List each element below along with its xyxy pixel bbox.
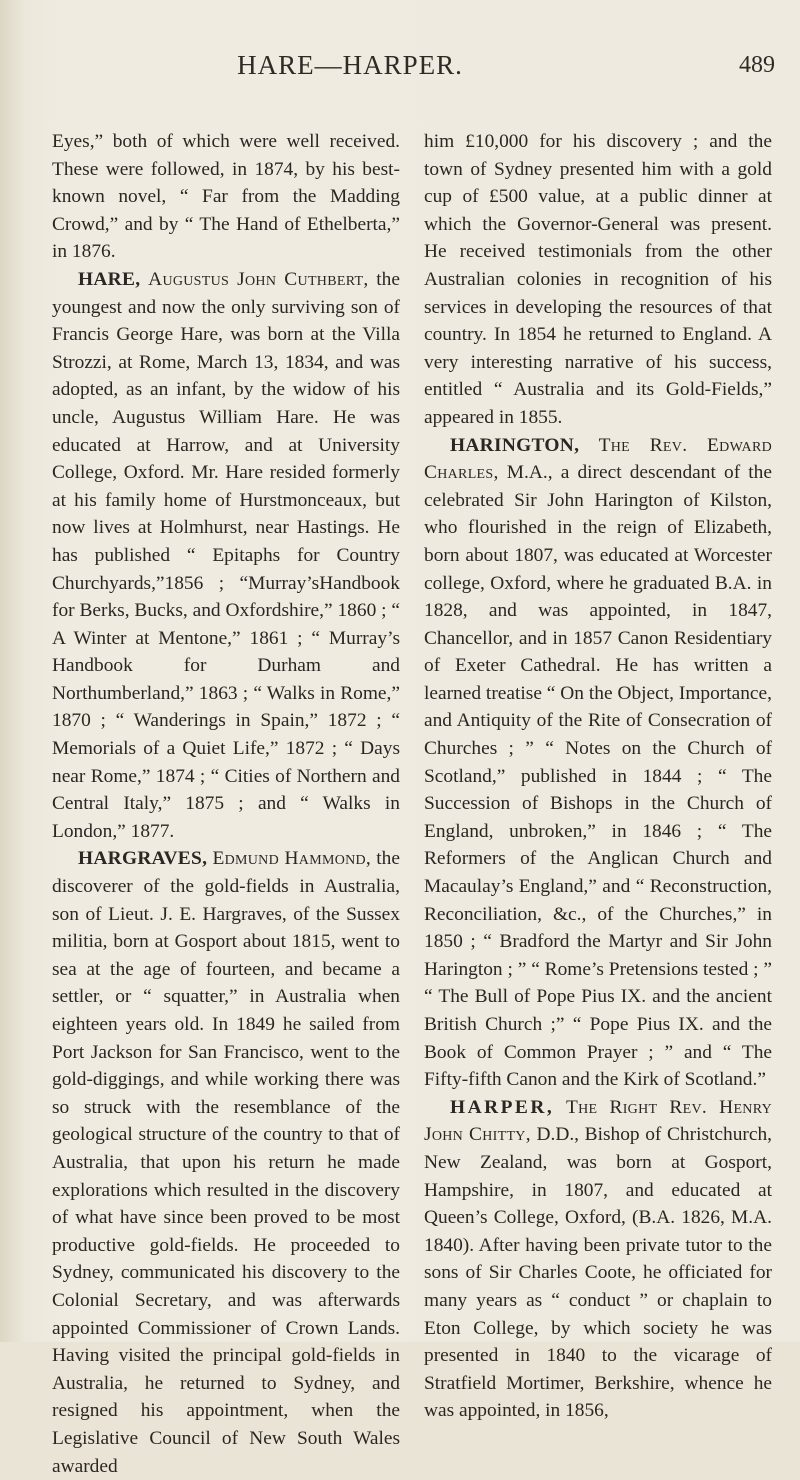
entry-hare [52,266,400,845]
running-head [40,50,800,90]
entry-text: M.A., a direct descendant of the celebrated Sir John Harington of Kilston, who flourished in the reign of Elizabeth, born about 1807, was educated at Worcester college, Oxford, where he graduated B.A. in 1828, and was appointed, in 1847, Chancellor, and in 1857 Canon Residentiary of Exeter Cathedral. He has written a learned treatise “ On the Object, Importance, and Antiquity of the Rite of Consecration of Churches ; ” “ Notes on the Church of Scotland,” published in 1844 ; “ The Succession of Bishops in the Church of England, unbroken,” in 1846 ; “ The Reformers of the Anglican Church and Macaulay’s England,” and “ Reconstruction, Reconciliation, &c., of the Churches,” in 1850 ; “ Bradford the Martyr and Sir John Harington ; ” “ Rome’s Pretensions tested ; ” “ The Bull of Pope Pius IX. and the ancient British Church ;” “ Pope Pius IX. and the Book of Common Prayer ; ” and “ The Fifty-fifth Canon and the Kirk of Scotland.” [424,462,772,1091]
entry-given-names: The Right Rev. Henry John Chitty, [424,1096,772,1146]
left-column [52,128,400,1480]
page-title: HARE—HARPER. [237,50,463,80]
paragraph-continuation: Eyes,” both of which were well received. These were followed, in 1874, by his best-known novel, “ Far from the Madding Crowd,” and by “ The Hand of Ethelberta,” in 1876. [52,131,400,263]
entry-headword: HARGRAVES, [78,848,208,870]
entry-headword: HARINGTON, [450,434,580,456]
entry-hargraves [52,845,400,1480]
entry-headword: HARE, [78,268,141,290]
entry-given-names: Augustus John Cuthbert, [148,268,369,290]
entry-given-names: Edmund Hammond, [212,848,372,870]
right-column [424,128,772,1480]
text-columns [52,128,774,1480]
entry-harper [424,1094,772,1425]
paragraph-continuation: him £10,000 for his discovery ; and the town of Sydney presented him with a gold cup of £500 value, at a public dinner at which the Governor-General was present. He received testimonials from the other Australian colonies in recognition of his services in developing the resources of that country. In 1854 he returned to England. A very interesting narrative of his success, entitled “ Australia and its Gold-Fields,” appeared in 1855. [424,131,772,428]
entry-given-names: The Rev. Edward Charles, [424,434,772,484]
entry-headword: HARPER, [450,1096,555,1118]
entry-text: D.D., Bishop of Christchurch, New Zealand, was born at Gosport, Hampshire, in 1807, and educated at Queen’s College, Oxford, (B.A. 1826, M.A. 1840). After having been private tutor to the sons of Sir Charles Coote, he officiated for many years as “ conduct ” or chaplain to Eton College, by which society he was presented in 1840 to the vicarage of Stratfield Mortimer, Berkshire, whence he was appointed, in 1856, [424,1124,772,1422]
entry-harington [424,432,772,1094]
entry-text: the discoverer of the gold-fields in Australia, son of Lieut. J. E. Hargraves, of the Sussex militia, born at Gosport about 1815, went to sea at the age of fourteen, and became a settler, or “ squatter,” in Australia when eighteen years old. In 1849 he sailed from Port Jackson for San Francisco, went to the gold-diggings, and while working there was so struck with the resemblance of the geological structure of the country to that of Australia, that upon his return he made explorations which resulted in the discovery of what have since been proved to be most productive gold-fields. He proceeded to Sydney, communicated his discovery to the Colonial Secretary, and was afterwards appointed Commissioner of Crown Lands. Having visited the principal gold-fields in Australia, he returned to Sydney, and resigned his appointment, when the Legislative Council of New South Wales awarded [52,848,400,1477]
entry-text: the youngest and now the only surviving son of Francis George Hare, was born at the Villa Strozzi, at Rome, March 13, 1834, and was adopted, as an infant, by the widow of his uncle, Augustus William Hare. He was educated at Harrow, and at University College, Oxford. Mr. Hare resided formerly at his family home of Hurstmonceaux, but now lives at Holmhurst, near Hastings. He has published “ Epitaphs for Country Churchyards,”1856 ; “Murray’sHandbook for Berks, Bucks, and Oxfordshire,” 1860 ; “ A Winter at Mentone,” 1861 ; “ Murray’s Handbook for Durham and Northumberland,” 1863 ; “ Walks in Rome,” 1870 ; “ Wanderings in Spain,” 1872 ; “ Memorials of a Quiet Life,” 1872 ; “ Days near Rome,” 1874 ; “ Cities of Northern and Central Italy,” 1875 ; and “ Walks in London,” 1877. [52,268,400,842]
page-number: 489 [739,52,775,78]
